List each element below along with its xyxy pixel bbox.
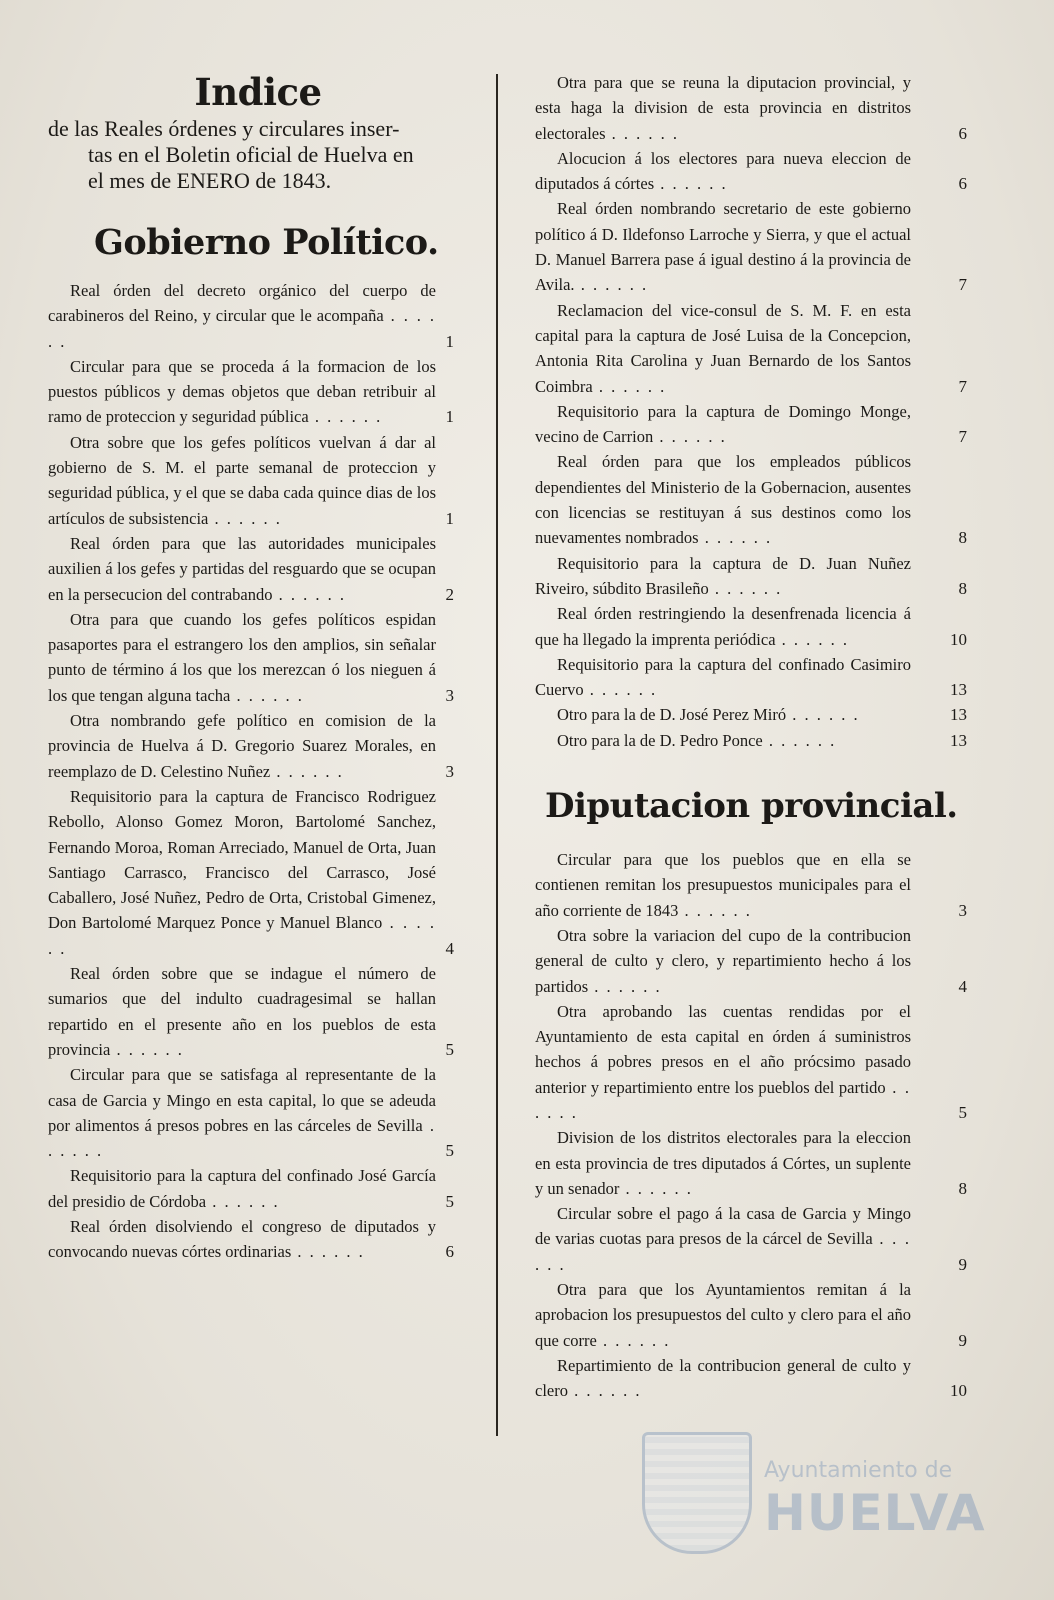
left-column — [48, 70, 480, 1265]
leader-dots: . . . . . . — [592, 376, 667, 396]
entry-text: Otra sobre que los gefes políticos vuelvan á dar al gobierno de S. M. el parte semanal de proteccion y seguridad pública, y el que se daba cada quince dias de los artículos de subsistencia . . . . . . — [48, 432, 436, 528]
index-subtitle — [48, 116, 480, 194]
index-entry — [48, 708, 480, 784]
leader-dots: . . . . . . — [48, 1115, 436, 1161]
entry-text: Otra para que los Ayuntamientos remitan á la aprobacion los presupuestos del culto y clero para el año que corre . . . . . . — [535, 1280, 911, 1350]
leader-dots: . . . . . . — [574, 275, 649, 295]
gobierno-entries-right — [535, 70, 967, 753]
index-entry — [48, 607, 480, 708]
subtitle-line-2: tas en el Boletin oficial de Huelva en — [88, 142, 414, 167]
entry-text: Real órden sobre que se indague el número de sumarios que del indulto cuadragesimal se hallan repartido en el presente año en los pueblos de esta provincia . . . . . . — [48, 964, 436, 1059]
leader-dots: . . . . . . — [48, 913, 436, 958]
entry-page: 5 — [445, 1191, 454, 1211]
section-title-gobierno: Gobierno Político. — [94, 222, 439, 263]
leader-dots: . . . . . . — [698, 528, 773, 548]
entry-page: 7 — [958, 376, 967, 396]
index-entry — [48, 784, 480, 961]
entry-text: Real órden nombrando secretario de este gobierno político á D. Ildefonso Larroche y Sierra, y que el actual D. Manuel Barrera pase á igual destino á la provincia de Avila. . . . . . . — [535, 199, 911, 295]
entry-page: 7 — [958, 427, 967, 447]
index-entry — [535, 923, 967, 999]
entry-page: 2 — [445, 584, 454, 604]
entry-text: Circular para que se satisfaga al representante de la casa de Garcia y Mingo en esta capital, lo que se adeuda por alimentos á presos pobres en las cárceles de Sevilla . . . . . . — [48, 1065, 436, 1161]
index-title: Indice — [194, 70, 322, 114]
index-entry — [535, 399, 967, 450]
leader-dots: . . . . . . — [110, 1039, 184, 1059]
leader-dots: . . . . . . — [775, 629, 850, 649]
index-entry — [48, 354, 480, 430]
index-entry — [48, 531, 480, 607]
entry-page: 13 — [950, 705, 967, 725]
entry-page: 13 — [950, 680, 967, 700]
entry-page: 3 — [445, 685, 454, 705]
leader-dots: . . . . . . — [270, 761, 344, 781]
entry-text: Real órden del decreto orgánico del cuerpo de carabineros del Reino, y circular que le acompaña . . . . . . — [48, 281, 436, 351]
entry-page: 13 — [950, 730, 967, 750]
entry-page: 5 — [958, 1102, 967, 1122]
gobierno-entries-left — [48, 278, 480, 1265]
leader-dots: . . . . . . — [230, 685, 304, 705]
leader-dots: . . . . . . — [535, 1229, 911, 1274]
section-title-diputacion: Diputacion provincial. — [545, 786, 958, 827]
leader-dots: . . . . . . — [588, 976, 662, 996]
entry-text: Real órden para que las autoridades municipales auxilien á los gefes y partidas del resguardo que se ocupan en la persecucion del contrabando . . . . . . — [48, 533, 436, 604]
entry-page: 7 — [958, 275, 967, 295]
entry-text: Otra nombrando gefe político en comision de la provincia de Huelva á D. Gregorio Suarez Morales, en reemplazo de D. Celestino Nuñez . . . . . . — [48, 711, 436, 781]
entry-page: 8 — [958, 1178, 967, 1198]
index-entry — [535, 999, 967, 1125]
index-entry — [535, 652, 967, 703]
leader-dots: . . . . . . — [654, 174, 728, 194]
leader-dots: . . . . . . — [583, 680, 658, 700]
entry-text: Circular sobre el pago á la casa de Garcia y Mingo de varias cuotas para presos de la cárcel de Sevilla . . . . . . — [535, 1204, 911, 1274]
index-entry — [535, 551, 967, 602]
leader-dots: . . . . . . — [291, 1242, 365, 1262]
leader-dots: . . . . . . — [208, 508, 282, 528]
entry-text: Otra aprobando las cuentas rendidas por el Ayuntamiento de esta capital en órden á suministros hechos á pobres presos en el año prócsimo pasado anterior y repartimiento entre los pueblos del partido . . . . . . — [535, 1001, 912, 1122]
entry-page: 5 — [445, 1141, 454, 1161]
entry-text: Otra para que se reuna la diputacion provincial, y esta haga la division de esta provincia en distritos electorales . . . . . . — [535, 73, 911, 143]
leader-dots: . . . . . . — [535, 1077, 912, 1122]
entry-page: 1 — [445, 331, 454, 351]
entry-page: 1 — [445, 508, 454, 528]
entry-page: 5 — [445, 1039, 454, 1059]
entry-page: 3 — [445, 761, 454, 781]
index-entry — [535, 1277, 967, 1353]
leader-dots: . . . . . . — [678, 900, 752, 920]
entry-text: Alocucion á los electores para nueva eleccion de diputados á córtes . . . . . . — [535, 148, 911, 194]
leader-dots: . . . . . . — [762, 730, 837, 750]
entry-page: 4 — [445, 938, 454, 958]
leader-dots: . . . . . . — [619, 1178, 693, 1198]
index-entry — [535, 847, 967, 923]
entry-text: Requisitorio para la captura de D. Juan Nuñez Riveiro, súbdito Brasileño . . . . . . — [535, 553, 911, 598]
entry-text: Otra para que cuando los gefes políticos espidan pasaportes para el estrangero los den amplios, sin señalar punto de término á los que los merezcan ó los nieguen á los que tengan alguna tacha . . . . . . — [48, 609, 436, 705]
entry-text: Otro para la de D. Pedro Ponce . . . . . . — [557, 730, 837, 750]
entry-text: Requisitorio para la captura del confinado Casimiro Cuervo . . . . . . — [535, 654, 911, 700]
index-entry — [535, 728, 967, 753]
leader-dots: . . . . . . — [786, 705, 860, 725]
index-entry — [48, 1062, 480, 1163]
entry-page: 6 — [958, 123, 967, 143]
index-entry — [535, 702, 967, 727]
index-entry — [535, 1353, 967, 1404]
index-entry — [535, 70, 967, 146]
index-entry — [535, 1125, 967, 1201]
index-entry — [48, 278, 480, 354]
entry-page: 8 — [958, 578, 967, 598]
entry-text: Circular para que se proceda á la formacion de los puestos públicos y demas objetos que deban retribuir al ramo de proteccion y seguridad pública . . . . . . — [48, 356, 436, 427]
entry-text: Requisitorio para la captura del confinado José García del presidio de Córdoba . . . . . . — [48, 1166, 436, 1211]
leader-dots: . . . . . . — [48, 306, 436, 351]
entry-text: Division de los distritos electorales para la eleccion en esta provincia de tres diputados á Córtes, un suplente y un senador . . . . . . — [535, 1128, 911, 1198]
leader-dots: . . . . . . — [605, 123, 680, 143]
entry-page: 6 — [958, 174, 967, 194]
entry-page: 8 — [958, 528, 967, 548]
leader-dots: . . . . . . — [206, 1191, 280, 1211]
archive-watermark — [632, 1432, 986, 1552]
column-divider — [496, 74, 498, 1436]
leader-dots: . . . . . . — [308, 407, 383, 427]
entry-page: 4 — [958, 976, 967, 996]
index-entry — [48, 1163, 480, 1214]
index-entry — [48, 1214, 480, 1265]
coat-of-arms-icon — [642, 1432, 752, 1554]
watermark-line-2: HUELVA — [764, 1484, 986, 1542]
index-entry — [535, 449, 967, 550]
entry-page: 10 — [950, 1381, 967, 1401]
entry-page: 10 — [950, 629, 967, 649]
index-entry — [535, 146, 967, 197]
entry-page: 9 — [958, 1254, 967, 1274]
index-entry — [535, 196, 967, 297]
leader-dots: . . . . . . — [596, 1330, 671, 1350]
entry-text: Repartimiento de la contribucion general de culto y clero . . . . . . — [535, 1355, 911, 1401]
index-entry — [48, 430, 480, 531]
watermark-line-1: Ayuntamiento de — [764, 1458, 953, 1483]
index-entry — [535, 298, 967, 399]
entry-text: Real órden restringiendo la desenfrenada licencia á que ha llegado la imprenta periódica . . . . . . — [535, 604, 911, 649]
index-entry — [535, 601, 967, 652]
entry-text: Otra sobre la variacion del cupo de la contribucion general de culto y clero, y repartimiento hecho á los partidos . . . . . . — [535, 925, 911, 996]
entry-page: 6 — [445, 1242, 454, 1262]
index-entry — [48, 961, 480, 1062]
entry-text: Reclamacion del vice-consul de S. M. F. en esta capital para la captura de José Luisa de la Concepcion, Antonia Rita Carolina y Juan Bernardo de los Santos Coimbra . . . . . . — [535, 300, 911, 396]
leader-dots: . . . . . . — [272, 584, 346, 604]
right-column — [535, 70, 967, 1404]
subtitle-line-1: de las Reales órdenes y circulares inser- — [48, 116, 400, 141]
entry-page: 9 — [958, 1330, 967, 1350]
index-entry — [535, 1201, 967, 1277]
entry-page: 3 — [958, 900, 967, 920]
entry-page: 1 — [445, 407, 454, 427]
leader-dots: . . . . . . — [708, 578, 783, 598]
entry-text: Otro para la de D. José Perez Miró . . . . . . — [557, 705, 860, 725]
leader-dots: . . . . . . — [567, 1381, 642, 1401]
subtitle-line-3: el mes de ENERO de 1843. — [88, 168, 332, 193]
entry-text: Real órden para que los empleados públicos dependientes del Ministerio de la Gobernacion, ausentes con licencias se restituyan á sus destinos como los nuevamentes nombrados . . . . . . — [535, 452, 911, 548]
entry-text: Real órden disolviendo el congreso de diputados y convocando nuevas córtes ordinarias . . . . . . — [48, 1216, 436, 1262]
leader-dots: . . . . . . — [653, 427, 727, 447]
entry-text: Circular para que los pueblos que en ella se contienen remitan los presupuestos municipales para el año corriente de 1843 . . . . . . — [535, 850, 911, 920]
diputacion-entries — [535, 847, 967, 1404]
entry-text: Requisitorio para la captura de Domingo Monge, vecino de Carrion . . . . . . — [535, 401, 911, 447]
entry-text: Requisitorio para la captura de Francisco Rodriguez Rebollo, Alonso Gomez Moron, Bartolomé Sanchez, Fernando Moroa, Roman Arreciado, Manuel de Orta, Juan Santiago Carrasco, Francisco del Carrasco, José Caballero, José Nuñez, Pedro de Orta, Cristobal Gimenez, Don Bartolomé Marquez Ponce y Manuel Blanco . . . . . . — [48, 786, 436, 958]
